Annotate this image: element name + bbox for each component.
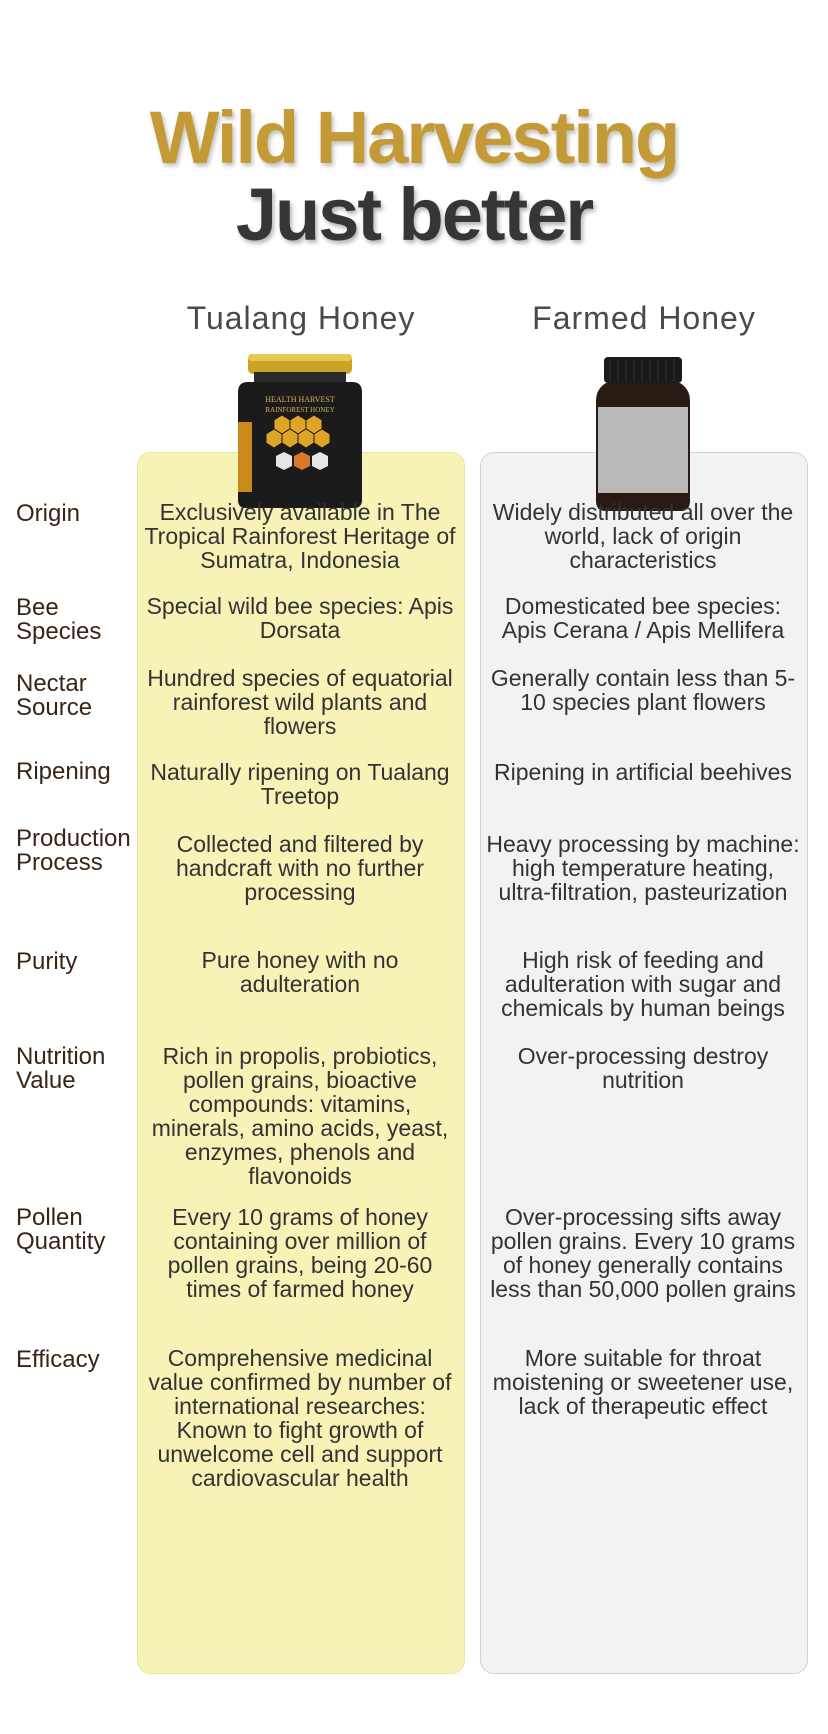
farmed-nutrition-value: Over-processing destroy nutrition <box>517 1043 769 1093</box>
row-label-nutrition-value: Nutrition Value <box>16 1043 106 1094</box>
row-label-ripening: Ripening <box>16 758 111 785</box>
column-header-tualang: Tualang Honey <box>186 300 416 336</box>
farmed-efficacy: More suitable for throat moistening or sweetener use, lack of therapeutic effect <box>492 1345 794 1419</box>
headline-wild-harvesting: Wild Harvesting <box>149 96 679 179</box>
farmed-production-process: Heavy processing by machine: high temperature heating, ultra-filtration, pasteurization <box>486 831 800 905</box>
farmed-nectar-source: Generally contain less than 5-10 species plant flowers <box>490 665 796 715</box>
row-label-nectar-source: Nectar Source <box>16 670 93 721</box>
farmed-ripening: Ripening in artificial beehives <box>494 759 792 785</box>
row-label-bee-species: Bee Species <box>16 594 102 645</box>
row-label-pollen-quantity: Pollen Quantity <box>16 1204 106 1255</box>
tualang-ripening: Naturally ripening on Tualang Treetop <box>150 759 450 809</box>
tualang-production-process: Collected and filtered by handcraft with no further processing <box>175 831 425 905</box>
farmed-origin: Widely distributed all over the world, lack of origin characteristics <box>492 499 794 573</box>
tualang-purity: Pure honey with no adulteration <box>201 947 399 997</box>
farmed-bee-species: Domesticated bee species: Apis Cerana / Apis Mellifera <box>501 593 785 643</box>
tualang-bee-species: Special wild bee species: Apis Dorsata <box>146 593 454 643</box>
tualang-nutrition-value: Rich in propolis, probiotics, pollen grains, bioactive compounds: vitamins, minerals, amino acids, yeast, enzymes, phenols and flavonoids <box>151 1043 449 1189</box>
row-label-efficacy: Efficacy <box>16 1346 100 1373</box>
farmed-pollen-quantity: Over-processing sifts away pollen grains. Every 10 grams of honey generally contains less than 50,000 pollen grains <box>490 1204 796 1302</box>
jar-brand-text: HEALTH HARVEST <box>265 395 335 404</box>
tualang-pollen-quantity: Every 10 grams of honey containing over million of pollen grains, being 20-60 times of farmed honey <box>167 1204 433 1302</box>
row-label-production-process: Production Process <box>16 825 131 876</box>
tualang-origin: Exclusively available in The Tropical Rainforest Heritage of Sumatra, Indonesia <box>144 499 456 573</box>
tualang-efficacy: Comprehensive medicinal value confirmed by number of international researches: Known to fight growth of unwelcome cell and support cardiovascular health <box>148 1345 452 1491</box>
row-label-origin: Origin <box>16 500 81 527</box>
row-label-purity: Purity <box>16 948 78 975</box>
tualang-nectar-source: Hundred species of equatorial rainforest wild plants and flowers <box>147 665 453 739</box>
column-header-farmed: Farmed Honey <box>532 300 756 336</box>
farmed-purity: High risk of feeding and adulteration with sugar and chemicals by human beings <box>501 947 785 1021</box>
headline-just-better: Just better <box>235 173 593 256</box>
farmed-honey-jar-image <box>594 355 692 513</box>
jar-product-text: RAINFOREST HONEY <box>265 406 335 414</box>
tualang-honey-jar-image <box>234 352 366 510</box>
